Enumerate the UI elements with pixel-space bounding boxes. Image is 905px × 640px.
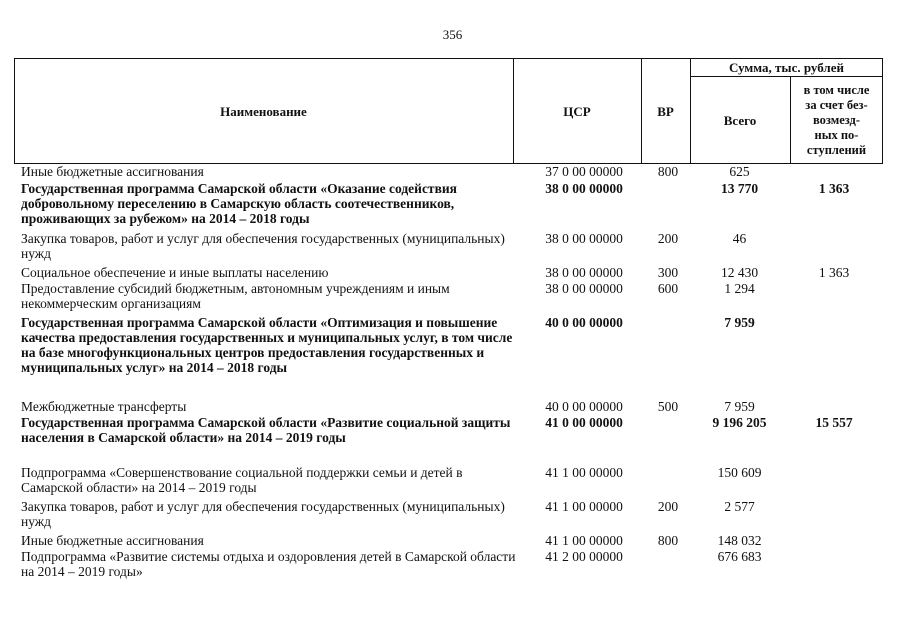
row-total: 1 294 [724, 281, 755, 296]
row-vr: 200 [657, 231, 679, 246]
row-csr: 41 1 00 00000 [545, 499, 623, 514]
table-row [14, 549, 883, 583]
row-name: Государственная программа Самарской области «Развитие социальной защиты населения в Самарской области» на 2014 – 2019 годы [21, 415, 511, 445]
row-name: Иные бюджетные ассигнования [21, 164, 204, 179]
row-name: Подпрограмма «Развитие системы отдыха и оздоровления детей в Самарской области на 2014 – 2019 годы» [21, 549, 516, 579]
row-total: 625 [729, 164, 750, 179]
table-row [14, 265, 883, 281]
row-csr: 38 0 00 00000 [545, 281, 623, 296]
header-vr: ВР [657, 103, 674, 119]
table-row [14, 281, 883, 315]
row-vr: 300 [657, 265, 679, 280]
table-row [14, 164, 883, 181]
row-csr: 40 0 00 00000 [545, 399, 623, 414]
table-row [14, 533, 883, 549]
table-row [14, 181, 883, 231]
row-vr: 200 [657, 499, 679, 514]
row-total: 2 577 [724, 499, 755, 514]
row-vr: 800 [657, 164, 679, 179]
row-name: Подпрограмма «Совершенствование социальной поддержки семьи и детей в Самарской области» на 2014 – 2019 годы [21, 465, 463, 495]
row-total: 676 683 [717, 549, 762, 564]
row-name: Закупка товаров, работ и услуг для обеспечения государственных (муниципальных) нужд [21, 231, 505, 261]
table-row [14, 399, 883, 415]
row-vr: 600 [657, 281, 679, 296]
row-vr: 800 [657, 533, 679, 548]
row-name: Социальное обеспечение и иные выплаты населению [21, 265, 329, 280]
row-name: Закупка товаров, работ и услуг для обеспечения государственных (муниципальных) нужд [21, 499, 505, 529]
table-row [14, 231, 883, 265]
header-csr: ЦСР [563, 103, 591, 119]
row-free: 1 363 [818, 181, 850, 196]
row-total: 46 [732, 231, 747, 246]
row-name: Иные бюджетные ассигнования [21, 533, 204, 548]
row-total: 150 609 [717, 465, 762, 480]
row-csr: 41 2 00 00000 [545, 549, 623, 564]
row-name: Предоставление субсидий бюджетным, автономным учреждениям и иным некоммерческим организациям [21, 281, 450, 311]
row-total: 7 959 [724, 315, 755, 330]
row-csr: 41 1 00 00000 [545, 465, 623, 480]
row-csr: 41 1 00 00000 [545, 533, 623, 548]
row-name: Государственная программа Самарской области «Оказание содействия добровольному переселению в Самарскую область соотечественников, проживающих за рубежом» на 2014 – 2018 годы [21, 181, 457, 226]
row-free: 1 363 [818, 265, 850, 280]
row-total: 148 032 [717, 533, 762, 548]
row-total: 9 196 205 [712, 415, 767, 430]
row-total: 7 959 [724, 399, 755, 414]
row-csr: 38 0 00 00000 [545, 231, 623, 246]
row-csr: 38 0 00 00000 [545, 265, 623, 280]
row-name: Государственная программа Самарской области «Оптимизация и повышение качества предоставления государственных и муниципальных услуг, в том числе на базе многофункциональных центров предоставления государственных и муниципальных услуг» на 2014 – 2018 годы [21, 315, 513, 375]
row-vr: 500 [657, 399, 679, 414]
row-free: 15 557 [815, 415, 853, 430]
row-csr: 41 0 00 00000 [545, 415, 623, 430]
row-name: Межбюджетные трансферты [21, 399, 187, 414]
page-number: 356 [442, 27, 463, 42]
row-csr: 38 0 00 00000 [545, 181, 623, 196]
table-row [14, 315, 883, 399]
row-total: 12 430 [720, 265, 759, 280]
row-csr: 40 0 00 00000 [545, 315, 623, 330]
row-total: 13 770 [720, 181, 759, 196]
header-free-receipts: в том числе за счет без- возмезд- ных по- ступлений [803, 82, 870, 157]
row-csr: 37 0 00 00000 [545, 164, 623, 179]
table-row [14, 499, 883, 533]
table-row [14, 465, 883, 499]
header-name: Наименование [220, 103, 307, 119]
header-total: Всего [723, 112, 757, 128]
table-body [14, 164, 883, 583]
header-sum-group: Сумма, тыс. рублей [729, 59, 844, 75]
table-row [14, 415, 883, 465]
